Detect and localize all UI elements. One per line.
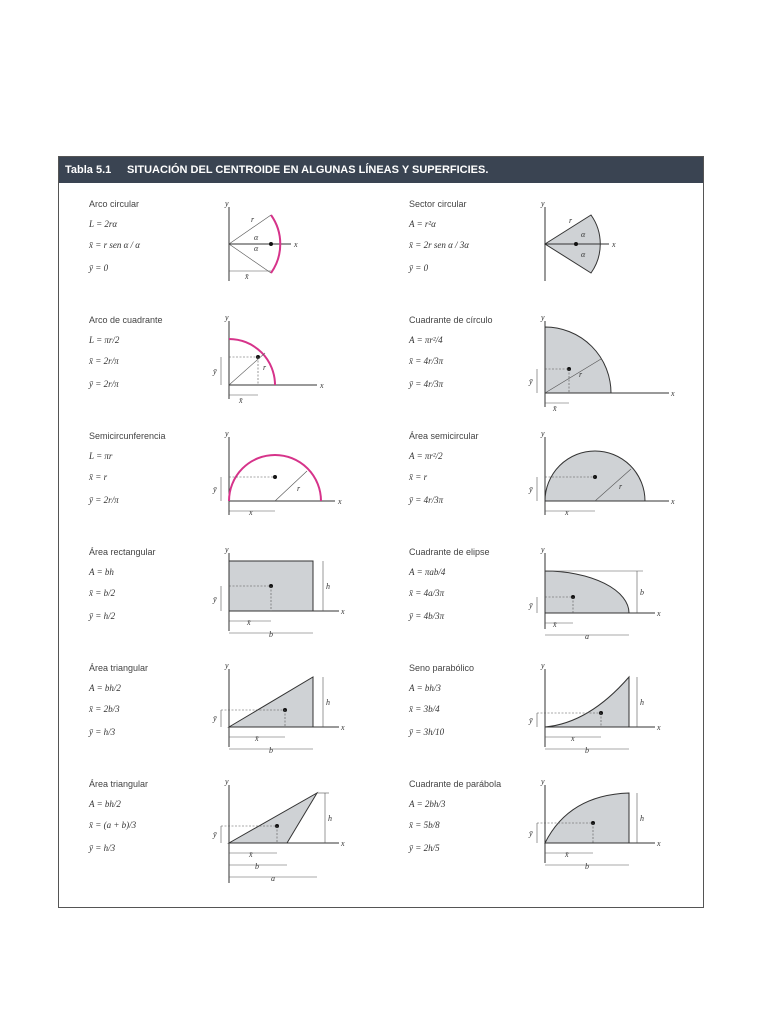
entry-title: Cuadrante de parábola (409, 779, 502, 789)
label-y: y (541, 661, 545, 670)
label-alpha-2: α (254, 244, 259, 253)
entry-title: Área triangular (89, 779, 149, 789)
label-ybar: ȳ (529, 716, 533, 725)
entry-arco-circular (59, 199, 381, 319)
formula-ybar: ȳ = h/3 (89, 727, 116, 737)
formula-xbar: x̄ = 2r/π (89, 356, 119, 366)
diagram-area-rectangular (199, 547, 359, 657)
formula-ybar: ȳ = 4b/3π (409, 611, 445, 621)
label-x: x (657, 839, 661, 848)
centroid-table (58, 156, 704, 908)
formula-xbar: x̄ = 2b/3 (89, 704, 120, 714)
entry-cuadrante-de-circulo (379, 315, 701, 435)
label-alpha-2: α (581, 250, 586, 259)
label-r: r (579, 370, 583, 379)
label-y: y (225, 661, 229, 670)
formula-area: A = bh/2 (89, 683, 121, 693)
formula-length: L = 2rα (89, 219, 118, 229)
label-ybar: ȳ (529, 829, 533, 838)
label-xbar: x̄ (245, 272, 249, 281)
formula-area: A = bh/2 (89, 799, 121, 809)
label-y: y (225, 777, 229, 786)
label-x: x (657, 609, 661, 618)
table-title: SITUACIÓN DEL CENTROIDE EN ALGUNAS LÍNEAS Y SUPERFICIES. (127, 164, 489, 176)
formula-ybar: ȳ = 0 (409, 263, 429, 273)
label-x: x (341, 607, 345, 616)
formula-xbar: x̄ = 2r sen α / 3α (409, 240, 470, 250)
label-r: r (263, 363, 267, 372)
diagram-area-semicircular (519, 431, 679, 541)
label-a: a (271, 874, 275, 883)
formula-length: L = πr/2 (89, 335, 120, 345)
label-h: h (640, 698, 644, 707)
label-x: x (294, 240, 298, 249)
label-x-dim: x (571, 734, 575, 743)
label-y: y (541, 777, 545, 786)
formula-ybar: ȳ = 2h/5 (409, 843, 440, 853)
label-b: b (585, 862, 589, 871)
label-r: r (297, 484, 301, 493)
label-x-axis: x (338, 497, 342, 506)
diagram-sector-circular (519, 199, 679, 309)
formula-xbar: x̄ = 4a/3π (409, 588, 445, 598)
label-x: x (341, 839, 345, 848)
entry-title: Área semicircular (409, 431, 479, 441)
label-x-dim: x (249, 508, 253, 517)
label-ybar: ȳ (213, 830, 217, 839)
formula-xbar: x̄ = r (409, 472, 428, 482)
formula-ybar: ȳ = 2r/π (89, 495, 119, 505)
formula-area: A = r²α (409, 219, 436, 229)
entry-area-rectangular (59, 547, 381, 667)
label-xbar: x̄ (255, 734, 259, 743)
diagram-area-triangular-1 (199, 663, 359, 773)
entry-title: Arco circular (89, 199, 140, 209)
entry-title: Sector circular (409, 199, 467, 209)
formula-area: A = πab/4 (409, 567, 446, 577)
label-alpha-1: α (581, 230, 586, 239)
formula-xbar: x̄ = 5b/8 (409, 820, 440, 830)
label-xbar: x̄ (565, 850, 569, 859)
diagram-semicircunferencia (199, 431, 359, 541)
label-xbar: x̄ (249, 850, 253, 859)
label-xbar: x̄ (553, 620, 557, 629)
entry-title: Área rectangular (89, 547, 156, 557)
formula-xbar: x̄ = b/2 (89, 588, 116, 598)
formula-ybar: ȳ = 2r/π (89, 379, 119, 389)
label-alpha-1: α (254, 233, 259, 242)
label-y: y (541, 313, 545, 322)
label-x-axis: x (657, 723, 661, 732)
label-ybar: ȳ (529, 377, 533, 386)
formula-xbar: x̄ = 4r/3π (409, 356, 444, 366)
diagram-arco-circular (199, 199, 359, 309)
entry-title: Cuadrante de elipse (409, 547, 490, 557)
table-number: Tabla 5.1 (65, 164, 112, 176)
diagram-cuadrante-de-circulo (519, 315, 679, 425)
label-r: r (619, 482, 623, 491)
label-y: y (541, 199, 545, 208)
formula-ybar: ȳ = 3h/10 (409, 727, 445, 737)
label-xbar: x̄ (553, 404, 557, 413)
label-ybar: ȳ (213, 367, 217, 376)
label-x: x (341, 723, 345, 732)
label-b: b (255, 862, 259, 871)
label-x: x (320, 381, 324, 390)
label-ybar: ȳ (213, 714, 217, 723)
label-ybar: ȳ (213, 595, 217, 604)
label-h: h (640, 814, 644, 823)
entry-title: Área triangular (89, 663, 149, 673)
label-a: a (585, 632, 589, 641)
entry-area-triangular-2 (59, 779, 381, 899)
entry-title: Seno parabólico (409, 663, 475, 673)
label-xbar: x̄ (239, 396, 243, 405)
label-h: h (326, 582, 330, 591)
formula-area: A = πr²/2 (409, 451, 443, 461)
formula-area: A = πr²/4 (409, 335, 443, 345)
formula-area: A = 2bh/3 (409, 799, 446, 809)
formula-ybar: ȳ = 4r/3π (409, 495, 444, 505)
label-ybar: ȳ (529, 601, 533, 610)
label-y: y (225, 313, 229, 322)
diagram-arco-de-cuadrante (199, 315, 359, 425)
label-y: y (541, 545, 545, 554)
entry-title: Semicircunferencia (89, 431, 166, 441)
formula-xbar: x̄ = 3b/4 (409, 704, 440, 714)
diagram-cuadrante-de-elipse (519, 547, 679, 657)
formula-ybar: ȳ = 4r/3π (409, 379, 444, 389)
formula-xbar: x̄ = (a + b)/3 (89, 820, 137, 830)
formula-xbar: x̄ = r (89, 472, 108, 482)
entry-arco-de-cuadrante (59, 315, 381, 435)
entry-seno-parabolico (379, 663, 701, 783)
formula-ybar: ȳ = h/2 (89, 611, 116, 621)
label-y: y (225, 429, 229, 438)
label-x: x (671, 389, 675, 398)
label-x-axis: x (671, 497, 675, 506)
label-b: b (640, 588, 644, 597)
label-ybar: ȳ (529, 485, 533, 494)
label-xbar: x̄ (247, 618, 251, 627)
label-y: y (541, 429, 545, 438)
formula-ybar: ȳ = h/3 (89, 843, 116, 853)
entry-title: Cuadrante de círculo (409, 315, 493, 325)
formula-ybar: ȳ = 0 (89, 263, 109, 273)
entry-cuadrante-de-parabola (379, 779, 701, 899)
label-r: r (569, 216, 573, 225)
formula-area: A = bh (89, 567, 114, 577)
label-b: b (269, 630, 273, 639)
label-x-dim: x (565, 508, 569, 517)
label-x: x (612, 240, 616, 249)
label-y: y (225, 545, 229, 554)
formula-xbar: x̄ = r sen α / α (89, 240, 141, 250)
entry-cuadrante-de-elipse (379, 547, 701, 667)
label-b: b (585, 746, 589, 755)
entry-title: Arco de cuadrante (89, 315, 163, 325)
entry-semicircunferencia (59, 431, 381, 551)
formula-length: L = πr (89, 451, 113, 461)
label-h: h (326, 698, 330, 707)
entry-area-semicircular (379, 431, 701, 551)
diagram-seno-parabolico (519, 663, 679, 773)
entry-area-triangular-1 (59, 663, 381, 783)
diagram-cuadrante-de-parabola (519, 779, 679, 889)
formula-area: A = bh/3 (409, 683, 441, 693)
diagram-area-triangular-2 (199, 779, 359, 889)
label-b: b (269, 746, 273, 755)
label-y: y (225, 199, 229, 208)
entry-sector-circular (379, 199, 701, 319)
label-r: r (251, 215, 255, 224)
table-header (59, 157, 703, 183)
label-ybar: ȳ (213, 485, 217, 494)
label-h: h (328, 814, 332, 823)
